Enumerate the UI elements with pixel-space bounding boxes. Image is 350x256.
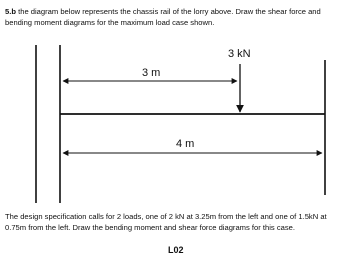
lower-dimension-label: 4 m: [176, 138, 195, 150]
question-body: the diagram below represents the chassis rail of the lorry above. Draw the shear force and bending moment diagrams for the maximum load case shown.: [5, 7, 321, 27]
page-label: L02: [168, 245, 184, 255]
question-number: 5.b: [5, 7, 16, 16]
design-specification-text: The design specification calls for 2 loads, one of 2 kN at 3.25m from the left and one of 1.5kN at 0.75m from the left. Draw the bending moment and shear force diagrams for this case.: [5, 212, 327, 232]
load-label: 3 kN: [228, 48, 251, 60]
upper-dimension-label: 3 m: [142, 67, 161, 79]
